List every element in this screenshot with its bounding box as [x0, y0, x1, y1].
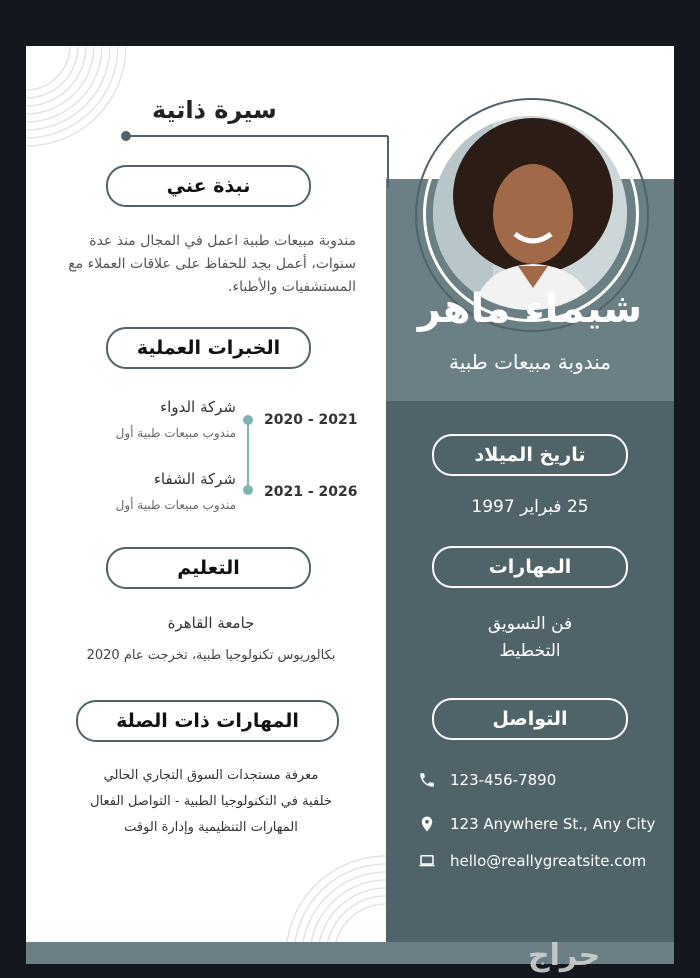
related-skill-item: المهارات التنظيمية وإدارة الوقت	[124, 820, 298, 835]
watermark-logo: حراج	[528, 938, 601, 973]
profile-role: مندوبة مبيعات طبية	[449, 350, 611, 374]
birth-heading: تاريخ الميلاد	[432, 434, 628, 476]
sidebar-panel	[386, 401, 674, 964]
experience-company: شركة الدواء	[160, 398, 236, 416]
contact-email[interactable]	[416, 849, 646, 873]
experience-timeline	[240, 412, 256, 496]
contact-phone-text: 123-456-7890	[450, 771, 557, 789]
related-skill-item: معرفة مستجدات السوق التجاري الحالي	[103, 768, 319, 783]
about-text: مندوبة مبيعات طبية اعمل في المجال منذ عدة سنوات، أعمل بجد للحفاظ على علاقات العملاء مع المستشفيات والأطباء.	[68, 233, 356, 295]
birth-value: 25 فبراير 1997	[471, 497, 589, 517]
education-school: جامعة القاهرة	[167, 614, 255, 632]
contact-address-text: 123 Anywhere St., Any City	[450, 815, 656, 833]
experience-role: مندوب مبيعات طبية أول	[115, 426, 236, 440]
related-skills-heading: المهارات ذات الصلة	[76, 700, 339, 742]
contact-heading: التواصل	[432, 698, 628, 740]
skill-item: التخطيط	[499, 641, 561, 661]
decorative-arcs-bottom	[276, 846, 386, 946]
contact-address[interactable]	[416, 812, 655, 836]
education-degree: بكالوريوس تكنولوجيا طبية، تخرجت عام 2020	[86, 648, 336, 663]
profile-photo	[433, 116, 627, 310]
contact-email-text: hello@reallygreatsite.com	[450, 852, 647, 870]
experience-role: مندوب مبيعات طبية أول	[115, 498, 236, 512]
contact-phone[interactable]	[416, 768, 556, 792]
location-pin-icon	[416, 813, 438, 835]
experience-years: 2021 - 2026	[264, 484, 358, 500]
skills-heading: المهارات	[432, 546, 628, 588]
profile-name: شيماء ماهر	[417, 286, 643, 332]
resume-page	[26, 46, 674, 964]
experience-heading: الخبرات العملية	[106, 327, 311, 369]
related-skill-item: خلفية في التكنولوجيا الطبية - التواصل الفعال	[90, 794, 332, 809]
education-heading: التعليم	[106, 547, 311, 589]
experience-company: شركة الشفاء	[153, 470, 236, 488]
skill-item: فن التسويق	[487, 614, 573, 634]
experience-years: 2020 - 2021	[264, 412, 358, 428]
laptop-icon	[416, 850, 438, 872]
page-title: سيرة ذاتية	[152, 96, 277, 124]
about-heading: نبذة عني	[106, 165, 311, 207]
phone-icon	[416, 769, 438, 791]
